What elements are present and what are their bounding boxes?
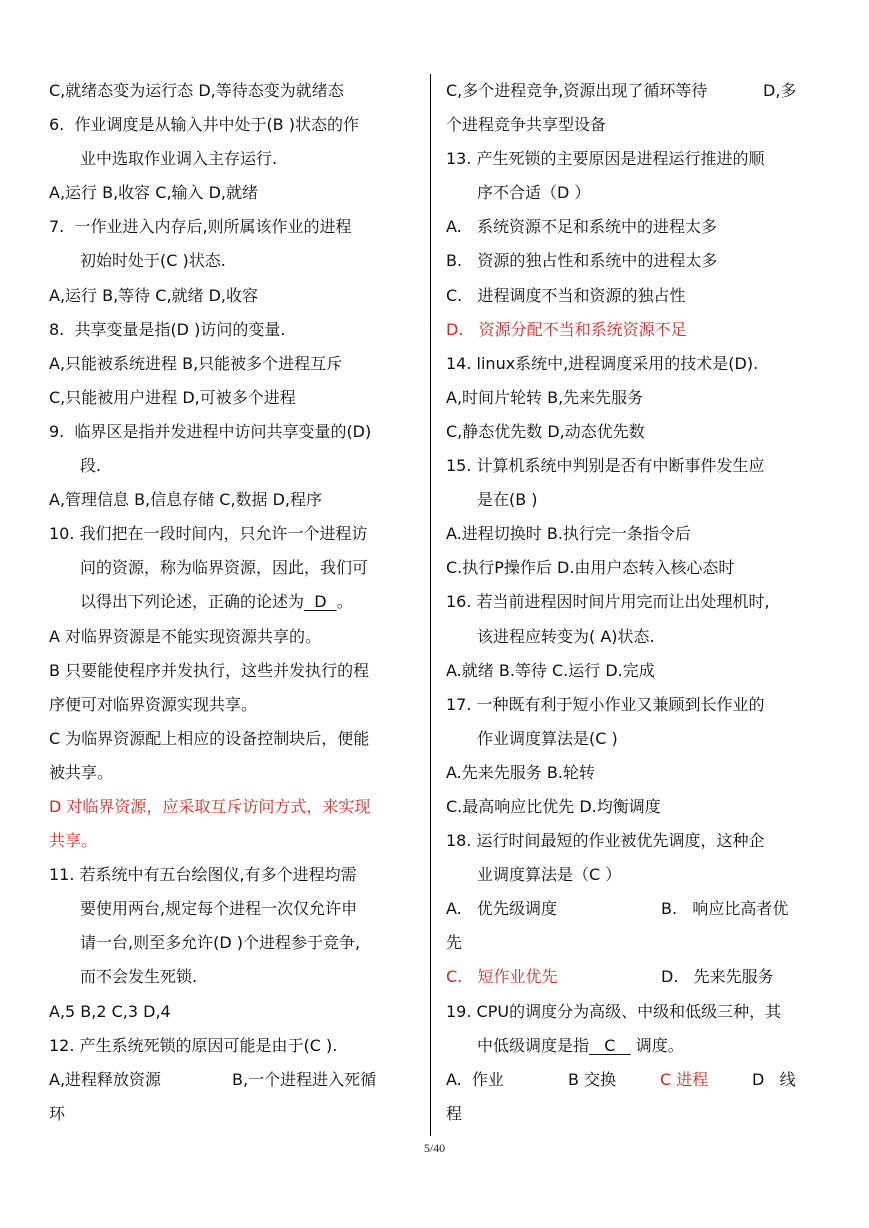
- line-text: A,管理信息 B,信息存储 C,数据 D,程序: [49, 490, 323, 510]
- text-line: [49, 1097, 414, 1131]
- line-text: C.最高响应比优先 D.均衡调度: [446, 796, 661, 816]
- text-line: [446, 347, 816, 381]
- text-line: [49, 210, 414, 244]
- text-line: [446, 654, 816, 688]
- line-text: B. 资源的独占性和系统中的进程太多: [446, 251, 718, 271]
- text-line: [446, 483, 816, 517]
- line-text-tab: D,多: [763, 81, 797, 100]
- line-text: A. 系统资源不足和系统中的进程太多: [446, 217, 718, 237]
- text-line: [49, 1063, 414, 1097]
- text-line: [49, 654, 414, 688]
- line-text: A,只能被系统进程 B,只能被多个进程互斥: [49, 353, 343, 373]
- text-line: [446, 688, 816, 722]
- line-text: 7. 一作业进入内存后,则所属该作业的进程: [49, 217, 352, 237]
- line-text: 11. 若系统中有五台绘图仪,有多个进程均需: [49, 865, 357, 885]
- line-text: 个进程竞争共享型设备: [446, 115, 607, 135]
- line-text: 初始时处于(C )状态.: [80, 251, 226, 271]
- text-line: [49, 620, 414, 654]
- text-line: [49, 722, 414, 756]
- text-line: [446, 279, 816, 313]
- line-text: A. 优先级调度: [446, 899, 558, 919]
- line-text: C,只能被用户进程 D,可被多个进程: [49, 387, 296, 407]
- text-line: [49, 585, 414, 619]
- text-line: [49, 415, 414, 449]
- line-text: 业中选取作业调入主存运行.: [80, 149, 278, 169]
- line-text: C 为临界资源配上相应的设备控制块后，便能: [49, 728, 370, 748]
- text-line: [446, 995, 816, 1029]
- text-line: [446, 108, 816, 142]
- line-text: 程: [446, 1103, 463, 1123]
- line-text: 作业调度算法是(C ): [477, 728, 618, 748]
- text-line: [49, 108, 414, 142]
- text-line: [49, 790, 414, 824]
- line-text: C. 短作业优先: [446, 967, 558, 987]
- line-text: 19. CPU的调度分为高级、中级和低级三种，其: [446, 1001, 782, 1021]
- line-text: 15. 计算机系统中判别是否有中断事件发生应: [446, 456, 765, 476]
- line-text: A,5 B,2 C,3 D,4: [49, 1001, 171, 1021]
- text-line: [446, 722, 816, 756]
- answer-blank: C: [589, 1035, 631, 1055]
- text-line: [446, 1029, 816, 1063]
- text-line: [446, 1063, 816, 1097]
- line-text: 8. 共享变量是指(D )访问的变量.: [49, 319, 286, 339]
- line-text: 10. 我们把在一段时间内，只允许一个进程访: [49, 524, 368, 544]
- text-line: [49, 142, 414, 176]
- option-text: D 线: [752, 1069, 796, 1089]
- text-line: [446, 449, 816, 483]
- text-line: [446, 824, 816, 858]
- text-line: [446, 210, 816, 244]
- text-line: [446, 313, 816, 347]
- text-line: [446, 176, 816, 210]
- line-text: 6. 作业调度是从输入井中处于(B )状态的作: [49, 115, 359, 135]
- text-line: [49, 892, 414, 926]
- line-text: D. 资源分配不当和系统资源不足: [446, 319, 687, 339]
- text-line: [49, 381, 414, 415]
- line-text: 问的资源，称为临界资源，因此，我们可: [80, 558, 369, 578]
- line-text: 中低级调度是指: [477, 1035, 590, 1055]
- text-line: [446, 1097, 816, 1131]
- text-line: [446, 142, 816, 176]
- text-line: [446, 790, 816, 824]
- text-line: [446, 756, 816, 790]
- line-text-tab: B. 响应比高者优: [661, 899, 789, 919]
- text-line: [49, 347, 414, 381]
- column-divider: [430, 74, 431, 1136]
- line-text: 段.: [80, 456, 102, 476]
- line-text: 请一台,则至多允许(D )个进程参于竞争,: [80, 933, 361, 953]
- line-text: 14. linux系统中,进程调度采用的技术是(D).: [446, 353, 759, 373]
- line-text: 而不会发生死锁.: [80, 967, 198, 987]
- line-text: A. 作业: [446, 1069, 504, 1089]
- option-text: C 进程: [660, 1069, 709, 1089]
- text-line: [446, 892, 816, 926]
- line-text: C,多个进程竞争,资源出现了循环等待: [446, 81, 708, 100]
- page-number: 5/40: [423, 1141, 446, 1155]
- right-column: [446, 74, 816, 1131]
- text-line: [49, 756, 414, 790]
- text-line: [49, 176, 414, 210]
- line-text: 序不合适（D ）: [477, 183, 591, 203]
- option-text: B 交换: [568, 1069, 617, 1089]
- line-text: 12. 产生系统死锁的原因可能是由于(C ).: [49, 1035, 338, 1055]
- line-text: A,运行 B,等待 C,就绪 D,收容: [49, 285, 259, 305]
- line-text-tab: B,一个进程进入死循: [232, 1069, 377, 1089]
- text-line: [49, 279, 414, 313]
- text-line: [49, 313, 414, 347]
- line-text: 是在(B ): [477, 490, 538, 510]
- line-text: 18. 运行时间最短的作业被优先调度，这种企: [446, 831, 765, 851]
- text-line: [49, 688, 414, 722]
- line-text: A 对临界资源是不能实现资源共享的。: [49, 626, 322, 646]
- text-line: [49, 960, 414, 994]
- line-text: 以得出下列论述，正确的论述为: [80, 592, 305, 612]
- line-text: 被共享。: [49, 762, 114, 782]
- line-text: A.进程切换时 B.执行完一条指令后: [446, 524, 691, 544]
- line-text: 16. 若当前进程因时间片用完而让出处理机时,: [446, 592, 770, 612]
- line-text: 环: [49, 1103, 66, 1123]
- text-line: [49, 926, 414, 960]
- text-line: [446, 858, 816, 892]
- line-text: C,静态优先数 D,动态优先数: [446, 421, 645, 441]
- text-line: [446, 415, 816, 449]
- line-text: B 只要能使程序并发执行，这些并发执行的程: [49, 660, 370, 680]
- text-line: [49, 244, 414, 278]
- line-text: 业调度算法是（C ）: [477, 865, 622, 885]
- text-line: [446, 585, 816, 619]
- line-text: C.执行P操作后 D.由用户态转入核心态时: [446, 558, 735, 578]
- line-text: 序便可对临界资源实现共享。: [49, 694, 258, 714]
- line-text: 17. 一种既有利于短小作业又兼顾到长作业的: [446, 694, 765, 714]
- line-text: 要使用两台,规定每个进程一次仅允许申: [80, 899, 358, 919]
- line-text: A,运行 B,收容 C,输入 D,就绪: [49, 183, 259, 203]
- text-line: [49, 995, 414, 1029]
- text-line: [49, 517, 414, 551]
- text-line: [49, 824, 414, 858]
- line-text: A,进程释放资源: [49, 1069, 162, 1089]
- text-line: [446, 517, 816, 551]
- line-text-tab: D. 先来先服务: [661, 967, 774, 987]
- line-text-after: 。: [336, 592, 353, 612]
- text-line: [49, 1029, 414, 1063]
- line-text: A.就绪 B.等待 C.运行 D.完成: [446, 660, 655, 680]
- line-text: A,时间片轮转 B,先来先服务: [446, 387, 644, 407]
- left-column: [49, 74, 414, 1131]
- text-line: [446, 551, 816, 585]
- text-line: [446, 74, 816, 108]
- text-line: [49, 483, 414, 517]
- line-text: 该进程应转变为( A)状态.: [477, 626, 655, 646]
- text-line: [49, 551, 414, 585]
- line-text: C,就绪态变为运行态 D,等待态变为就绪态: [49, 81, 344, 100]
- line-text: 共享。: [49, 831, 98, 851]
- text-line: [446, 926, 816, 960]
- line-text: 先: [446, 933, 463, 953]
- line-text: D 对临界资源，应采取互斥访问方式，来实现: [49, 796, 371, 816]
- text-line: [49, 449, 414, 483]
- line-text: C. 进程调度不当和资源的独占性: [446, 285, 686, 305]
- text-line: [446, 960, 816, 994]
- text-line: [446, 381, 816, 415]
- answer-blank: D: [304, 592, 337, 612]
- text-line: [49, 858, 414, 892]
- text-line: [49, 74, 414, 108]
- text-line: [446, 620, 816, 654]
- line-text: 13. 产生死锁的主要原因是进程运行推进的顺: [446, 149, 765, 169]
- line-text: 9. 临界区是指并发进程中访问共享变量的(D): [49, 421, 372, 441]
- line-text-after: 调度。: [630, 1035, 684, 1055]
- text-line: [446, 244, 816, 278]
- line-text: A.先来先服务 B.轮转: [446, 762, 595, 782]
